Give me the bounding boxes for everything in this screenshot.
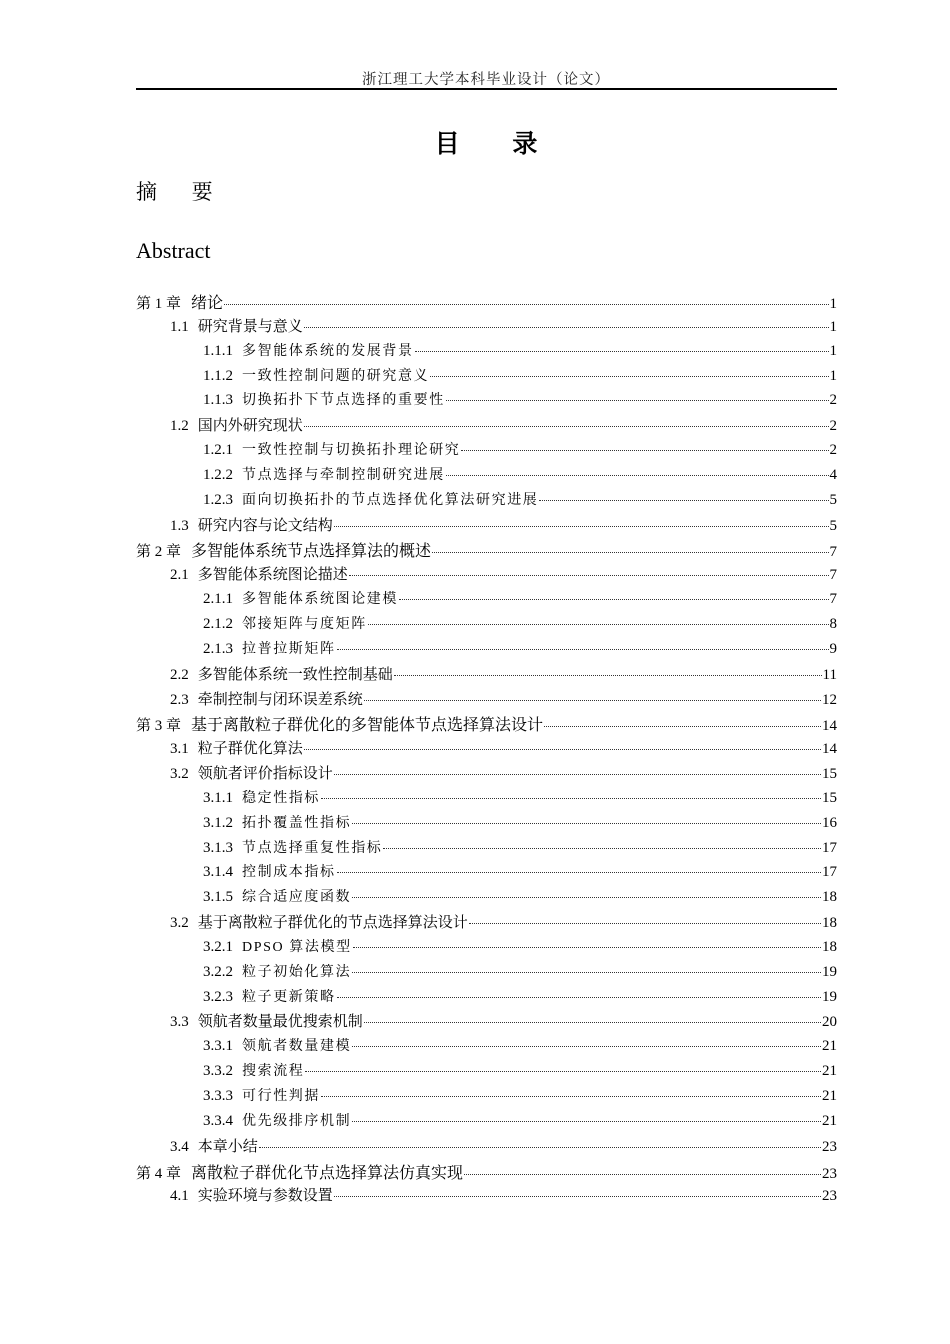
- toc-entry[interactable]: [136, 613, 837, 638]
- toc-entry[interactable]: [136, 1060, 837, 1085]
- toc-entry-page: 17: [822, 839, 837, 856]
- toc-entry[interactable]: [136, 688, 837, 713]
- toc-leader-dots: [446, 400, 829, 401]
- toc-entry-page: 7: [829, 567, 837, 584]
- toc-entry-page: 11: [822, 666, 837, 683]
- toc-entry-title: 可行性判据: [242, 1089, 320, 1104]
- toc-leader-dots: [364, 1022, 821, 1023]
- toc-entry[interactable]: [136, 489, 837, 514]
- toc-entry-page: 23: [822, 1138, 837, 1155]
- toc-entry[interactable]: [136, 1160, 837, 1185]
- toc-leader-dots: [337, 649, 829, 650]
- toc-entry-page: 12: [822, 691, 837, 708]
- toc-entry-title: 节点选择与牵制控制研究进展: [242, 467, 445, 483]
- toc-entry-number: 3.3.3: [203, 1088, 233, 1104]
- running-header: 浙江理工大学本科毕业设计（论文）: [362, 72, 610, 88]
- toc-entry-title: 拓扑覆盖性指标: [242, 815, 352, 831]
- toc-leader-dots: [304, 749, 821, 750]
- toc-entry-number: 2.2: [170, 666, 189, 683]
- toc-entry-title: 优先级排序机制: [242, 1113, 352, 1129]
- toc-leader-dots: [304, 327, 829, 328]
- toc-entry-title: 多智能体系统图论描述: [197, 567, 348, 584]
- toc-entry[interactable]: [136, 414, 837, 439]
- toc-entry-title: 邻接矩阵与度矩阵: [242, 616, 367, 632]
- toc-entry-title: 基于离散粒子群优化的多智能体节点选择算法设计: [191, 715, 544, 735]
- toc-title: 目 录: [434, 129, 560, 158]
- toc-leader-dots: [368, 624, 829, 625]
- toc-entry[interactable]: [136, 762, 837, 787]
- toc-entry-page: 18: [822, 889, 837, 906]
- toc-entry-title: 领航者数量最优搜索机制: [197, 1014, 363, 1031]
- toc-entry-title: 多智能体系统节点选择算法的概述: [191, 541, 432, 561]
- toc-entry[interactable]: [136, 886, 837, 911]
- toc-entry-page: 17: [822, 864, 837, 881]
- toc-leader-dots: [304, 426, 829, 427]
- toc-entry-number: 第 3 章: [136, 718, 182, 735]
- toc-entry-title: 多智能体系统的发展背景: [242, 343, 414, 359]
- toc-entry-page: 14: [822, 718, 837, 735]
- toc-entry-number: 1.1: [170, 318, 189, 335]
- toc-entry[interactable]: [136, 588, 837, 613]
- toc-entry-title: 稳定性指标: [242, 790, 320, 806]
- toc-entry-page: 18: [822, 938, 837, 955]
- toc-entry-page: 1: [829, 342, 837, 359]
- toc-entry-number: 1.2.2: [203, 466, 233, 483]
- toc-leader-dots: [469, 923, 821, 924]
- toc-entry[interactable]: [136, 638, 837, 663]
- toc-leader-dots: [432, 552, 828, 553]
- toc-entry-title: 基于离散粒子群优化的节点选择算法设计: [197, 915, 468, 932]
- toc-entry[interactable]: [136, 1035, 837, 1060]
- toc-entry-number: 3.1.5: [203, 889, 233, 906]
- toc-entry-page: 18: [822, 915, 837, 932]
- toc-entry-title: 领航者数量建模: [242, 1039, 352, 1055]
- toc-entry[interactable]: [136, 663, 837, 688]
- toc-entry-number: 3.1.2: [203, 814, 233, 831]
- toc-entry-title: 研究背景与意义: [197, 318, 303, 335]
- toc-entry-number: 3.1.1: [203, 789, 233, 806]
- toc-entry-number: 2.1.3: [203, 640, 233, 657]
- toc-entry[interactable]: [136, 514, 837, 539]
- toc-entry-page: 15: [822, 789, 837, 806]
- toc-entry-number: 第 2 章: [136, 544, 182, 561]
- toc-leader-dots: [259, 1147, 821, 1148]
- toc-entry-title: 国内外研究现状: [197, 418, 303, 435]
- toc-entry-number: 2.1.2: [203, 615, 233, 632]
- toc-entry-page: 21: [822, 1063, 837, 1080]
- toc-entry-number: 3.3: [170, 1014, 189, 1031]
- toc-leader-dots: [334, 774, 821, 775]
- toc-entry-number: 3.2: [170, 915, 189, 932]
- toc-entry-page: 1: [829, 296, 837, 312]
- toc-entry[interactable]: [136, 1010, 837, 1035]
- toc-entry-title: 离散粒子群优化节点选择算法仿真实现: [191, 1162, 464, 1182]
- toc-entry[interactable]: [136, 1135, 837, 1160]
- toc-leader-dots: [337, 872, 821, 873]
- toc-entry[interactable]: [136, 315, 837, 340]
- toc-entry[interactable]: [136, 1085, 837, 1110]
- toc-entry-title: 节点选择重复性指标: [242, 840, 383, 856]
- toc-entry[interactable]: [136, 1110, 837, 1135]
- toc-leader-dots: [399, 599, 829, 600]
- toc-entry-number: 1.1.3: [203, 392, 233, 409]
- toc-entry-number: 第 4 章: [136, 1165, 182, 1182]
- toc-entry[interactable]: [136, 1184, 837, 1209]
- toc-entry-title: 粒子初始化算法: [242, 964, 352, 980]
- toc-entry-page: 1: [829, 367, 837, 384]
- toc-entry-title: 控制成本指标: [242, 865, 336, 881]
- toc-leader-dots: [539, 500, 828, 501]
- toc-entry-page: 16: [822, 814, 837, 831]
- toc-leader-dots: [321, 798, 821, 799]
- toc-entry-page: 23: [822, 1165, 837, 1182]
- toc-entry-page: 4: [829, 466, 837, 483]
- toc-entry-number: 1.1.2: [203, 367, 233, 384]
- toc-entry[interactable]: [136, 986, 837, 1011]
- toc-entry-page: 7: [829, 591, 837, 608]
- toc-entry-number: 3.3.2: [203, 1063, 233, 1080]
- toc-entry-page: 1: [829, 318, 837, 335]
- toc-entry-number: 3.2.3: [203, 988, 233, 1005]
- toc-entry-title: 切换拓扑下节点选择的重要性: [242, 393, 445, 409]
- toc-entry-page: 21: [822, 1088, 837, 1104]
- toc-entry-title: 实验环境与参数设置: [197, 1188, 333, 1205]
- toc-entry-page: 2: [829, 392, 837, 409]
- toc-entry-number: 3.3.1: [203, 1038, 233, 1055]
- toc-entry-page: 5: [829, 491, 837, 508]
- toc-entry[interactable]: [136, 837, 837, 862]
- toc-leader-dots: [352, 897, 821, 898]
- toc-entry-number: 第 1 章: [136, 296, 182, 312]
- toc-entry-title: 牵制控制与闭环误差系统: [197, 691, 363, 708]
- toc-leader-dots: [305, 1071, 821, 1072]
- toc-entry-number: 1.1.1: [203, 342, 233, 359]
- toc-entry-title: 一致性控制与切换拓扑理论研究: [242, 443, 461, 459]
- toc-entry[interactable]: [136, 712, 837, 737]
- toc-entry-number: 3.2: [170, 766, 189, 783]
- toc-entry-number: 1.2.3: [203, 491, 233, 508]
- toc-entry-title: 本章小结: [197, 1138, 258, 1155]
- toc-entry-number: 1.3: [170, 517, 189, 534]
- toc-entry[interactable]: [136, 389, 837, 414]
- toc-leader-dots: [430, 376, 828, 377]
- toc-entry-title: 拉普拉斯矩阵: [242, 641, 336, 657]
- toc-entry-page: 5: [829, 517, 837, 534]
- toc-leader-dots: [383, 848, 821, 849]
- toc-entry-title: 粒子群优化算法: [197, 741, 303, 758]
- toc-leader-dots: [224, 304, 828, 305]
- header-rule: [136, 88, 837, 90]
- toc-entry-number: 1.2: [170, 418, 189, 435]
- toc-leader-dots: [446, 475, 829, 476]
- toc-entry-page: 2: [829, 442, 837, 459]
- toc-leader-dots: [353, 947, 821, 948]
- toc-entry[interactable]: [136, 737, 837, 762]
- toc-entry[interactable]: [136, 538, 837, 563]
- toc-leader-dots: [334, 1196, 821, 1197]
- toc-leader-dots: [544, 726, 821, 727]
- toc-entry-page: 9: [829, 640, 837, 657]
- toc-entry[interactable]: [136, 290, 837, 315]
- table-of-contents: [136, 290, 837, 1209]
- toc-entry-page: 15: [822, 766, 837, 783]
- toc-entry-title: 一致性控制问题的研究意义: [242, 368, 430, 384]
- toc-entry-number: 3.4: [170, 1138, 189, 1155]
- toc-entry-page: 2: [829, 418, 837, 435]
- toc-entry-title: 粒子更新策略: [242, 989, 336, 1005]
- toc-leader-dots: [352, 1046, 821, 1047]
- toc-entry[interactable]: [136, 464, 837, 489]
- toc-leader-dots: [464, 1174, 821, 1175]
- toc-entry-title: 研究内容与论文结构: [197, 517, 333, 534]
- toc-entry-number: 2.3: [170, 691, 189, 708]
- toc-entry-title: DPSO 算法模型: [242, 939, 352, 955]
- toc-entry-page: 21: [822, 1038, 837, 1055]
- toc-entry-title: 绪论: [191, 293, 224, 312]
- toc-entry-number: 3.1: [170, 741, 189, 758]
- toc-entry-number: 3.1.4: [203, 864, 233, 881]
- toc-leader-dots: [394, 675, 822, 676]
- toc-entry-number: 3.3.4: [203, 1112, 233, 1129]
- toc-entry-number: 3.1.3: [203, 839, 233, 856]
- toc-leader-dots: [352, 972, 821, 973]
- toc-entry-title: 领航者评价指标设计: [197, 766, 333, 783]
- toc-entry-page: 23: [822, 1188, 837, 1205]
- toc-entry-title: 多智能体系统图论建模: [242, 592, 398, 608]
- toc-entry[interactable]: [136, 439, 837, 464]
- toc-entry[interactable]: [136, 812, 837, 837]
- toc-entry-title: 综合适应度函数: [242, 890, 352, 906]
- toc-leader-dots: [461, 450, 828, 451]
- toc-leader-dots: [321, 1096, 821, 1097]
- toc-entry[interactable]: [136, 936, 837, 961]
- toc-leader-dots: [364, 700, 821, 701]
- toc-leader-dots: [352, 823, 821, 824]
- toc-entry-title: 搜索流程: [242, 1064, 305, 1080]
- toc-entry-page: 7: [829, 544, 837, 561]
- toc-entry-number: 2.1: [170, 567, 189, 584]
- toc-entry-abstract-en[interactable]: Abstract: [136, 238, 211, 263]
- toc-leader-dots: [337, 997, 821, 998]
- toc-leader-dots: [334, 526, 829, 527]
- toc-entry-page: 19: [822, 963, 837, 980]
- toc-leader-dots: [352, 1121, 821, 1122]
- toc-entry-number: 3.2.2: [203, 963, 233, 980]
- toc-entry[interactable]: [136, 911, 837, 936]
- toc-entry-page: 21: [822, 1112, 837, 1129]
- toc-entry-number: 1.2.1: [203, 442, 233, 459]
- toc-entry-page: 20: [822, 1014, 837, 1031]
- toc-entry-number: 2.1.1: [203, 591, 233, 608]
- toc-entry[interactable]: [136, 365, 837, 390]
- toc-leader-dots: [349, 575, 829, 576]
- toc-entry-page: 19: [822, 988, 837, 1005]
- toc-entry-page: 14: [822, 741, 837, 758]
- toc-entry[interactable]: [136, 961, 837, 986]
- toc-entry-title: 多智能体系统一致性控制基础: [197, 666, 393, 683]
- toc-entry-title: 面向切换拓扑的节点选择优化算法研究进展: [242, 492, 539, 508]
- toc-entry[interactable]: [136, 787, 837, 812]
- toc-leader-dots: [415, 351, 829, 352]
- toc-entry[interactable]: [136, 563, 837, 588]
- toc-entry-number: 4.1: [170, 1188, 189, 1205]
- toc-entry[interactable]: [136, 340, 837, 365]
- toc-entry-page: 8: [829, 615, 837, 632]
- toc-entry[interactable]: [136, 861, 837, 886]
- toc-entry-number: 3.2.1: [203, 938, 233, 955]
- toc-entry-abstract-zh[interactable]: 摘 要: [136, 180, 227, 204]
